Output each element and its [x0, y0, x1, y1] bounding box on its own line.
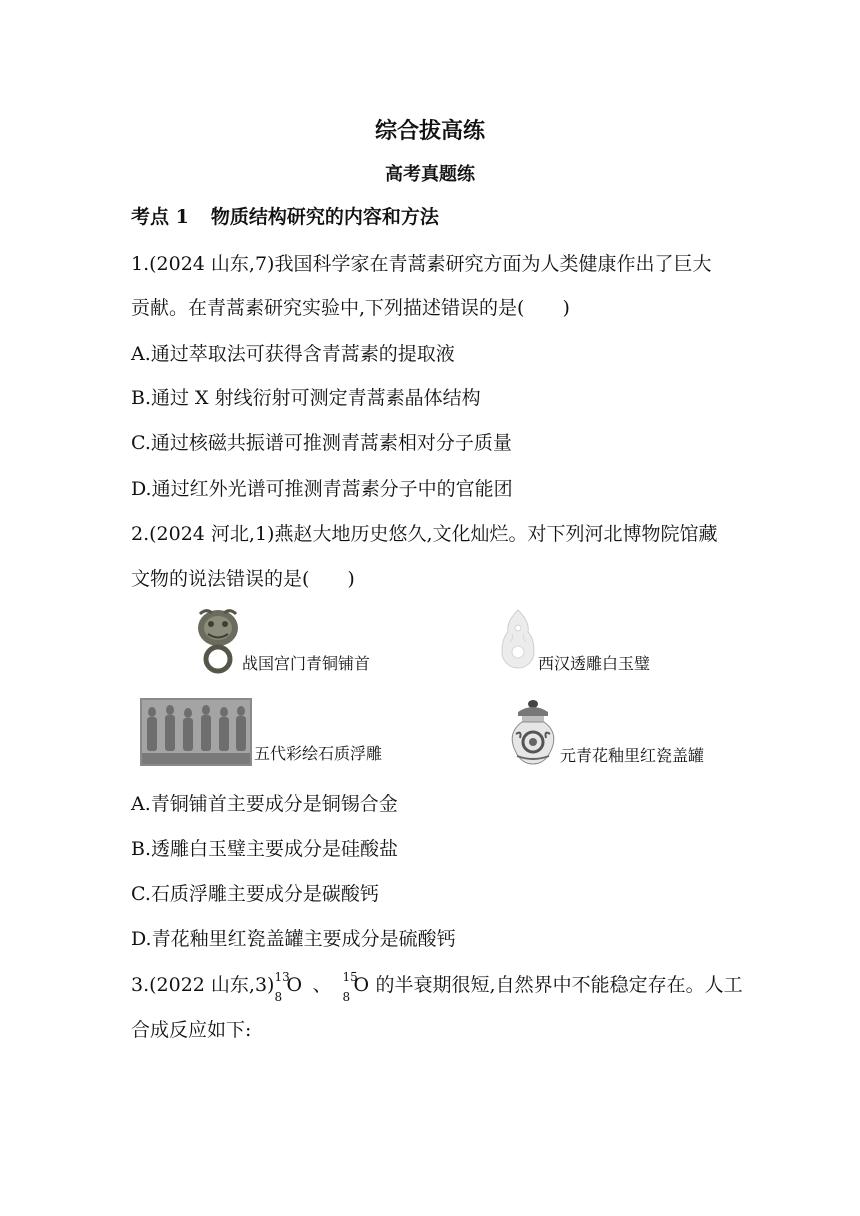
isotope-o15 [332, 970, 370, 1004]
artifact-caption: 五代彩绘石质浮雕 [254, 744, 383, 763]
artifact-stone-relief [140, 698, 382, 766]
q1-option-b: B.通过 X 射线衍射可测定青蒿素晶体结构 [131, 387, 481, 409]
section-name: 物质结构研究的内容和方法 [210, 206, 439, 228]
bronze-door-knocker-icon [196, 608, 240, 676]
isotope-o13 [274, 970, 312, 1004]
section-heading [131, 205, 439, 229]
stone-relief-icon [140, 698, 252, 766]
artifact-caption: 元青花釉里红瓷盖罐 [560, 746, 705, 765]
isotope-atomic: 8 [342, 990, 351, 1004]
q2-stem-line2: 文物的说法错误的是( ) [131, 568, 355, 590]
artifact-porcelain-jar [508, 698, 704, 768]
isotope-mass: 13 [274, 970, 290, 984]
q3-stem-line1 [131, 970, 743, 1004]
isotope-symbol: O [353, 974, 370, 996]
q1-stem-line2: 贡献。在青蒿素研究实验中,下列描述错误的是( ) [131, 297, 570, 319]
q3-rest: 的半衰期很短,自然界中不能稳定存在。人工 [369, 974, 743, 996]
isotope-atomic: 8 [274, 990, 283, 1004]
isotope-symbol: O [286, 974, 303, 996]
q1-option-c: C.通过核磁共振谱可推测青蒿素相对分子质量 [131, 432, 512, 454]
artifact-caption: 西汉透雕白玉璧 [538, 654, 651, 673]
artifact-jade-bi [500, 608, 650, 676]
porcelain-lidded-jar-icon [508, 698, 558, 768]
q2-option-d: D.青花釉里红瓷盖罐主要成分是硫酸钙 [131, 928, 456, 950]
q2-option-b: B.透雕白玉璧主要成分是硅酸盐 [131, 838, 399, 860]
q1-stem-line1: 1.(2024 山东,7)我国科学家在青蒿素研究方面为人类健康作出了巨大 [131, 253, 712, 275]
q3-separator: 、 [312, 974, 332, 996]
page-subtitle: 高考真题练 [385, 164, 475, 185]
q3-prefix: 3.(2022 山东,3) [131, 974, 275, 996]
artifact-caption: 战国宫门青铜铺首 [242, 654, 371, 673]
isotope-mass: 15 [342, 970, 358, 984]
artifact-bronze-knocker [196, 608, 370, 676]
q2-option-c: C.石质浮雕主要成分是碳酸钙 [131, 883, 379, 905]
section-label: 考点 1 [131, 206, 189, 228]
page-title: 综合拔高练 [374, 118, 485, 144]
q2-stem-line1: 2.(2024 河北,1)燕赵大地历史悠久,文化灿烂。对下列河北博物院馆藏 [131, 523, 718, 545]
q2-option-a: A.青铜铺首主要成分是铜锡合金 [131, 793, 398, 815]
q1-option-d: D.通过红外光谱可推测青蒿素分子中的官能团 [131, 478, 513, 500]
white-jade-bi-icon [500, 608, 536, 676]
q3-stem-line2: 合成反应如下: [131, 1019, 252, 1041]
q1-option-a: A.通过萃取法可获得含青蒿素的提取液 [131, 343, 455, 365]
